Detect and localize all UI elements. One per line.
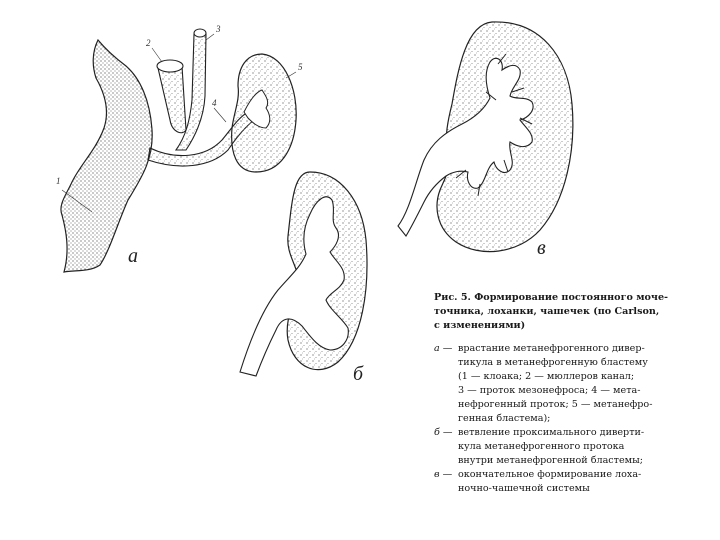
mullerian-canal: [158, 66, 186, 133]
panel-v-drawing: [398, 22, 573, 252]
legend-line: кула метанефрогенного протока: [458, 441, 625, 452]
panel-b-drawing: [240, 172, 367, 376]
legend-item-a: [434, 342, 686, 426]
legend-text: [458, 468, 686, 496]
part-number-4: 4: [212, 98, 217, 108]
caption-title-line: точника, лоханки, чашечек (по Carlson,: [434, 306, 660, 317]
caption-title-line: Рис. 5. Формирование постоянного моче-: [434, 292, 669, 303]
legend-line: нефрогенный проток; 5 — метанефро-: [458, 399, 653, 410]
legend-key: в —: [434, 469, 453, 480]
panel-letter-v: в: [537, 237, 546, 259]
legend-line: (1 — клоака; 2 — мюллеров канал;: [458, 371, 635, 382]
legend-line: ветвление проксимального диверти-: [458, 427, 645, 438]
caption-title: [434, 291, 686, 333]
legend-line: 3 — проток мезонефроса; 4 — мета-: [458, 385, 641, 396]
part-number-2: 2: [146, 38, 151, 48]
legend-text: [458, 426, 686, 468]
legend-text: [458, 342, 686, 426]
part-number-1: 1: [56, 176, 61, 186]
legend-line: тикула в метанефрогенную бластему: [458, 357, 648, 368]
legend-line: окончательное формирование лоха-: [458, 469, 642, 480]
legend-key: а —: [434, 343, 453, 354]
part-number-3: 3: [216, 24, 221, 34]
part-number-5: 5: [298, 62, 303, 72]
cloaca-shape: [61, 40, 152, 272]
panel-letter-b: б: [353, 363, 364, 385]
panel-a-drawing: [61, 29, 296, 272]
legend-line: внутри метанефрогенной бластемы;: [458, 455, 643, 466]
caption-title-line: с изменениями): [434, 320, 526, 331]
figure-caption: [434, 291, 686, 496]
legend-line: ночно-чашечной системы: [458, 483, 590, 494]
legend-line: генная бластема);: [458, 413, 551, 424]
legend-line: врастание метанефрогенного дивер-: [458, 343, 645, 354]
legend-item-v: [434, 468, 686, 496]
legend-item-b: [434, 426, 686, 468]
legend-key: б —: [434, 427, 453, 438]
panel-letter-a: а: [128, 245, 138, 267]
